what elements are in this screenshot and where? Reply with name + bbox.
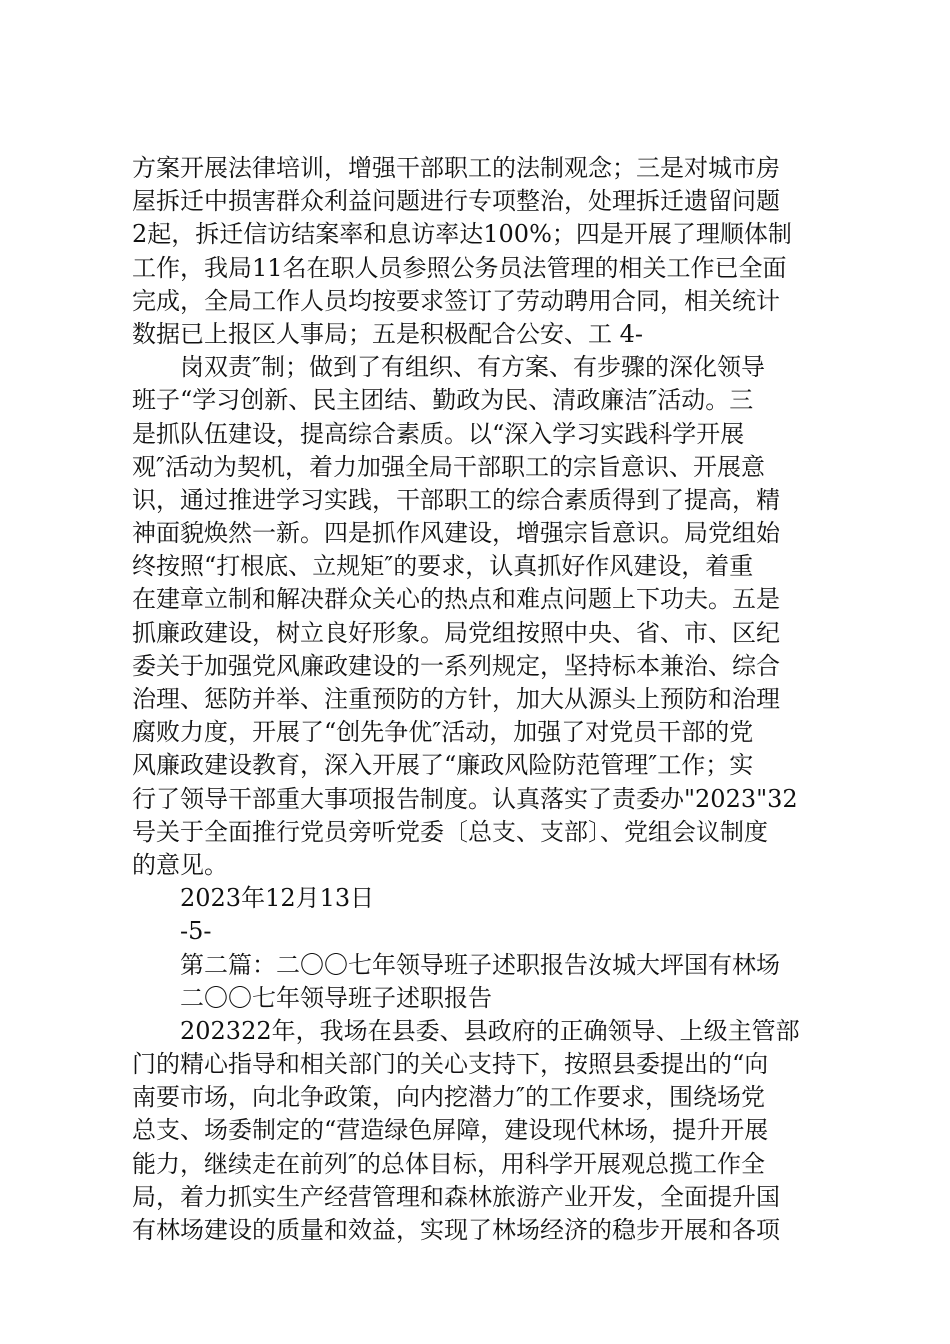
text-line: 南要市场，向北争政策，向内挖潜力″的工作要求，围绕场党 xyxy=(132,1083,765,1112)
text-line: 终按照“打根底、立规矩″的要求，认真抓好作风建设，着重 xyxy=(132,552,754,581)
text-line: 202322年，我场在县委、县政府的正确领导、上级主管部 xyxy=(180,1016,800,1045)
text-line: 有林场建设的质量和效益，实现了林场经济的稳步开展和各项 xyxy=(132,1216,780,1244)
text-line: 风廉政建设教育，深入开展了“廉政风险防范管理″工作；实 xyxy=(132,751,754,780)
text-line: 观″活动为契机，着力加强全局干部职工的宗旨意识、开展意 xyxy=(132,452,765,481)
text-line: 抓廉政建设，树立良好形象。局党组按照中央、省、市、区纪 xyxy=(132,618,780,647)
text-line: 局，着力抓实生产经营管理和森林旅游产业开发，全面提升国 xyxy=(132,1182,780,1211)
text-line: 能力，继续走在前列″的总体目标，用科学开展观总揽工作全 xyxy=(132,1149,765,1178)
text-line: 委关于加强党风廉政建设的一系列规定，坚持标本兼治、综合 xyxy=(132,651,780,680)
text-line: 号关于全面推行党员旁听党委〔总支、支部〕、党组会议制度 xyxy=(132,817,768,846)
text-line: 屋拆迁中损害群众利益问题进行专项整治，处理拆迁遗留问题 xyxy=(132,187,780,216)
text-line: 2起，拆迁信访结案率和息访率达100%；四是开展了理顺体制 xyxy=(132,220,792,249)
text-line: 在建章立制和解决群众关心的热点和难点问题上下功夫。五是 xyxy=(132,585,780,614)
text-line: 腐败力度，开展了“创先争优″活动，加强了对党员干部的党 xyxy=(132,718,754,747)
text-line: 岗双责″制；做到了有组织、有方案、有步骤的深化领导 xyxy=(180,353,765,382)
text-line: 识，通过推进学习实践，干部职工的综合素质得到了提高，精 xyxy=(132,485,780,514)
text-line: 方案开展法律培训，增强干部职工的法制观念；三是对城市房 xyxy=(132,154,780,182)
text-line: -5- xyxy=(180,917,212,946)
text-line: 班子“学习创新、民主团结、勤政为民、清政廉洁″活动。三 xyxy=(132,386,754,415)
text-line: 神面貌焕然一新。四是抓作风建设，增强宗旨意识。局党组始 xyxy=(132,519,780,548)
text-line: 工作，我局11名在职人员参照公务员法管理的相关工作已全面 xyxy=(132,253,787,282)
document-body xyxy=(132,152,832,1247)
text-line: 数据已上报区人事局；五是积极配合公安、工 4- xyxy=(132,319,644,348)
text-line: 总支、场委制定的“营造绿色屏障，建设现代林场，提升开展 xyxy=(132,1116,769,1145)
text-line: 的意见。 xyxy=(132,850,228,879)
text-line: 治理、惩防并举、注重预防的方针，加大从源头上预防和治理 xyxy=(132,685,780,713)
text-line: 是抓队伍建设，提高综合素质。以“深入学习实践科学开展 xyxy=(132,419,745,448)
text-line: 完成，全局工作人员均按要求签订了劳动聘用合同，相关统计 xyxy=(132,286,780,315)
text-line: 第二篇：二〇〇七年领导班子述职报告汝城大坪国有林场 xyxy=(180,950,780,979)
text-line: 二〇〇七年领导班子述职报告 xyxy=(180,983,492,1012)
text-line: 2023年12月13日 xyxy=(180,884,375,913)
text-line: 行了领导干部重大事项报告制度。认真落实了责委办"2023"32 xyxy=(132,784,798,813)
text-line: 门的精心指导和相关部门的关心支持下，按照县委提出的“向 xyxy=(132,1050,769,1079)
